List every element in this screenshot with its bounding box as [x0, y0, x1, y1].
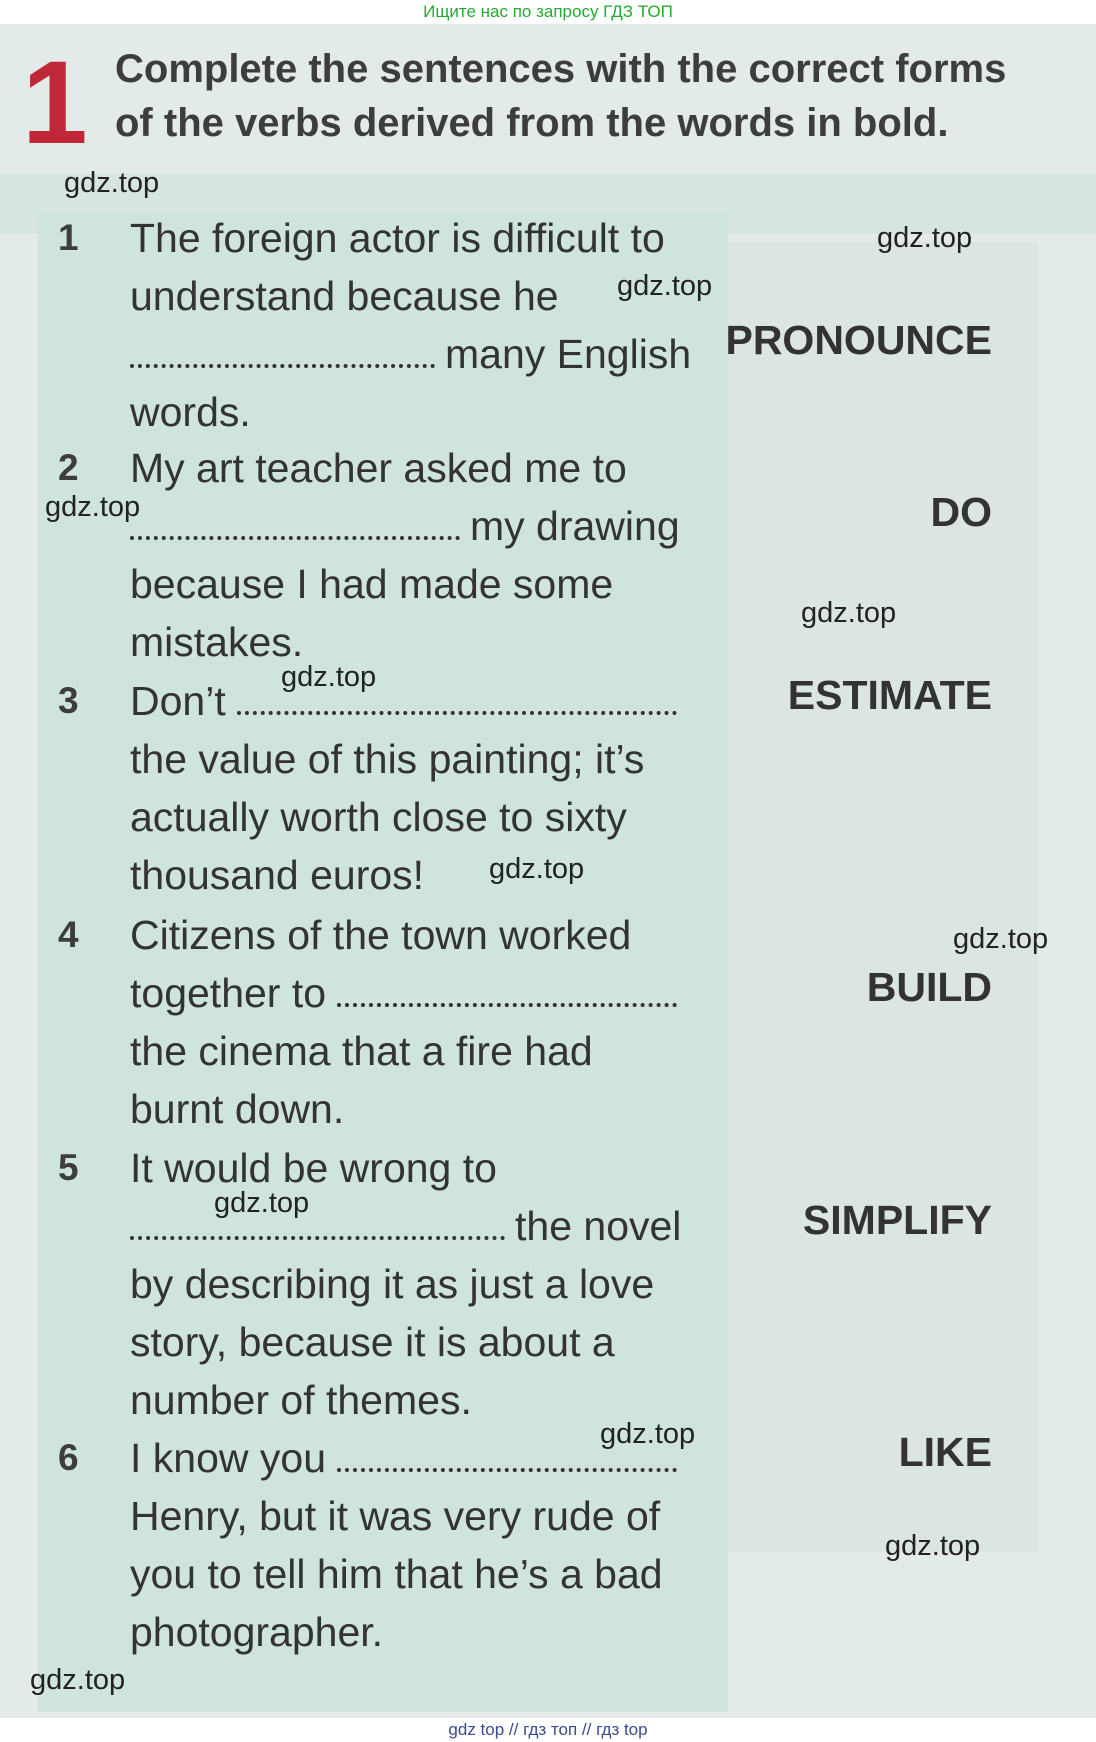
- item-sentence: [130, 1139, 695, 1429]
- key-word: ESTIMATE: [787, 672, 992, 718]
- watermark: gdz.top: [489, 853, 585, 885]
- watermark: gdz.top: [885, 1530, 981, 1562]
- item-number: 6: [58, 1437, 79, 1478]
- watermark: gdz.top: [30, 1664, 126, 1696]
- sentence-after-gap: the value of this painting; it’s actually worth close to sixty thousand euros!: [130, 736, 645, 898]
- watermark: gdz.top: [617, 270, 713, 302]
- item-number: 1: [58, 217, 79, 258]
- answer-gap[interactable]: [237, 710, 677, 715]
- answer-gap[interactable]: [130, 363, 435, 368]
- key-word: BUILD: [866, 964, 992, 1010]
- answer-gap[interactable]: [337, 1002, 677, 1007]
- item-sentence: [130, 439, 695, 671]
- sentence-before-gap: Don’t: [130, 678, 226, 724]
- sentence-before-gap: My art teacher asked me to: [130, 445, 627, 491]
- exercise-title-line2: of the verbs derived from the words in bold.: [115, 101, 949, 145]
- exercise-title: [115, 42, 1015, 150]
- sentence-before-gap: It would be wrong to: [130, 1145, 497, 1191]
- watermark: gdz.top: [281, 661, 377, 693]
- sentence-after-gap: my drawing because I had made some mistakes.: [130, 503, 680, 665]
- exercise-number: 1: [22, 37, 88, 169]
- sentence-after-gap: the novel by describing it as just a love story, because it is about a number of themes.: [130, 1203, 682, 1423]
- watermark: gdz.top: [877, 222, 973, 254]
- watermark: gdz.top: [45, 491, 141, 523]
- sentence-before-gap: The foreign actor is difficult to understand because he: [130, 215, 665, 319]
- item-number: 4: [58, 914, 79, 955]
- sentence-after-gap: many English words.: [130, 331, 692, 435]
- sentence-before-gap: I know you: [130, 1435, 326, 1481]
- sentence-after-gap: Henry, but it was very rude of you to tell him that he’s a bad photographer.: [130, 1493, 663, 1655]
- watermark: gdz.top: [953, 923, 1049, 955]
- item-number: 2: [58, 447, 79, 488]
- sentence-after-gap: the cinema that a fire had burnt down.: [130, 1028, 593, 1132]
- exercise-title-line1: Complete the sentences with the correct forms: [115, 47, 1007, 91]
- watermark: gdz.top: [64, 167, 160, 199]
- words-panel: [728, 242, 1038, 1552]
- item-sentence: [130, 906, 695, 1138]
- sentence-before-gap: Citizens of the town worked together to: [130, 912, 632, 1016]
- key-word: PRONOUNCE: [725, 317, 992, 363]
- watermark: gdz.top: [600, 1418, 696, 1450]
- key-word: DO: [930, 489, 992, 535]
- item-sentence: [130, 1429, 695, 1661]
- top-banner[interactable]: Ищите нас по запросу ГДЗ ТОП: [423, 2, 673, 21]
- watermark: gdz.top: [801, 597, 897, 629]
- key-word: LIKE: [898, 1429, 992, 1475]
- item-number: 3: [58, 680, 79, 721]
- answer-gap[interactable]: [130, 1235, 505, 1240]
- item-number: 5: [58, 1147, 79, 1188]
- key-word: SIMPLIFY: [802, 1197, 992, 1243]
- item-sentence: [130, 209, 695, 441]
- answer-gap[interactable]: [130, 535, 460, 540]
- watermark: gdz.top: [214, 1187, 310, 1219]
- bottom-banner[interactable]: gdz top // гдз топ // гдз top: [448, 1720, 648, 1739]
- item-sentence: [130, 672, 695, 904]
- answer-gap[interactable]: [337, 1467, 677, 1472]
- textbook-page: [0, 24, 1096, 1718]
